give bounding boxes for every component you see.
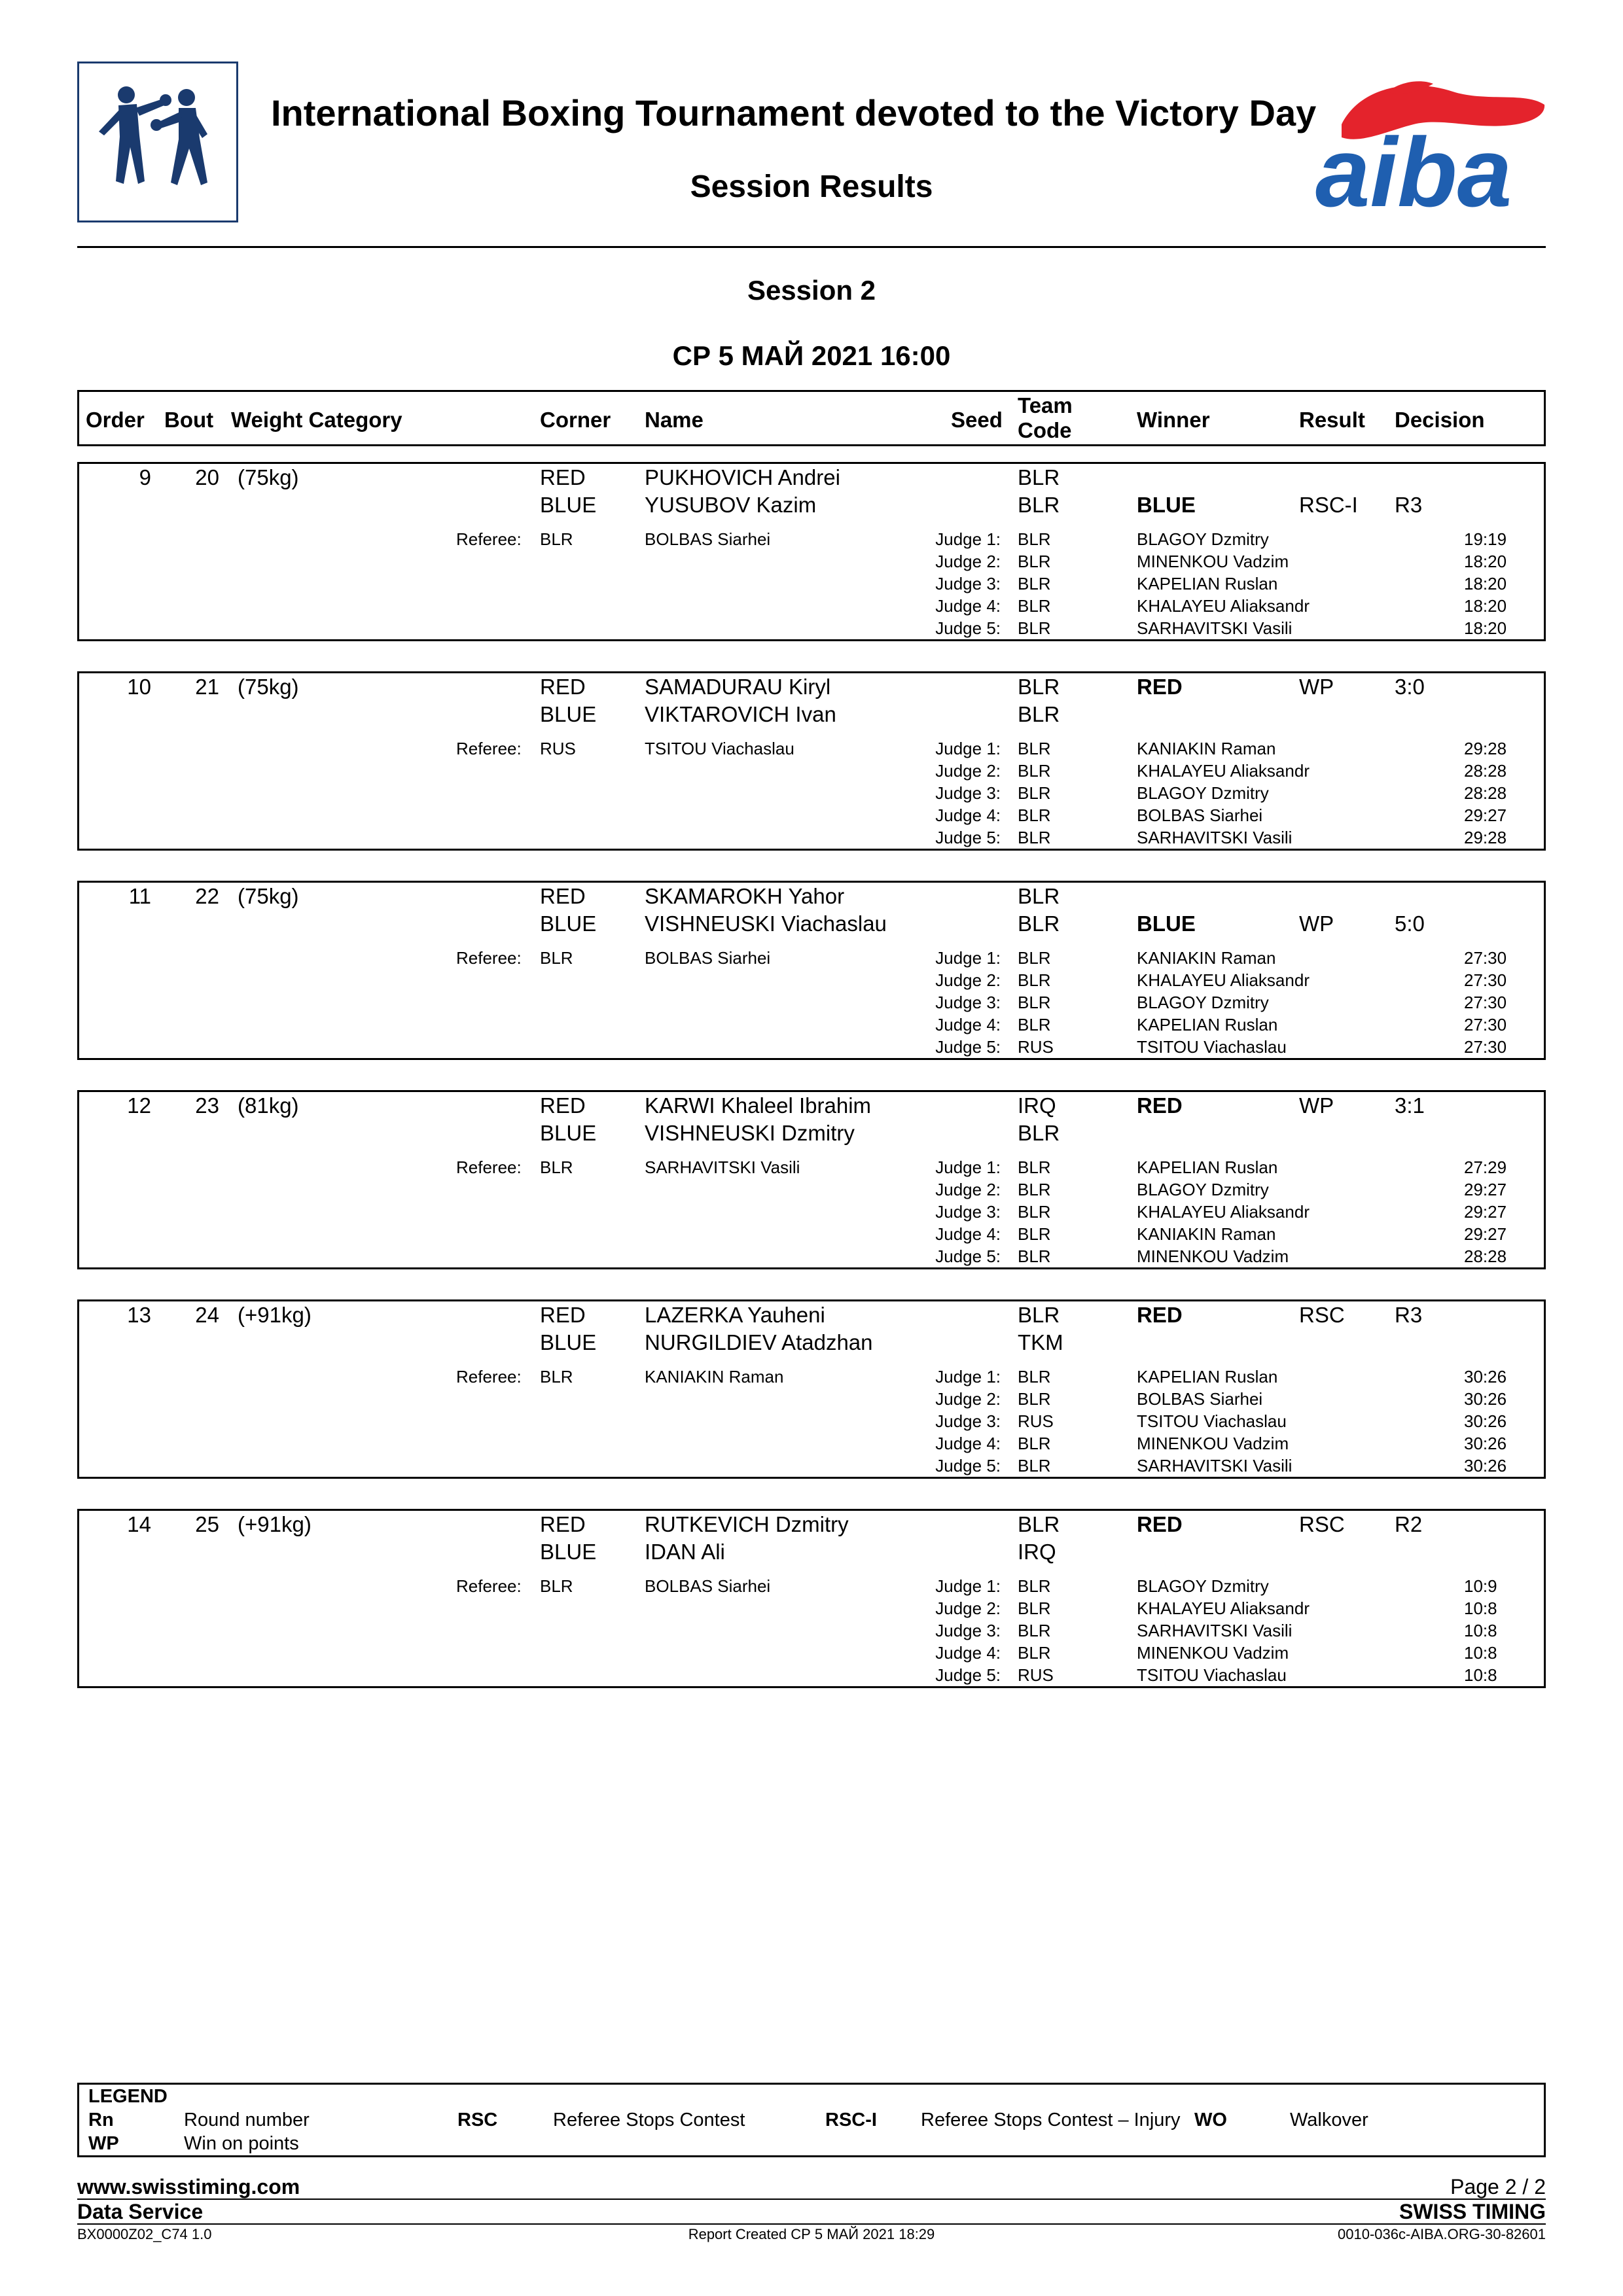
- corner-blue-label: BLUE: [540, 1121, 597, 1145]
- judge-label: Judge 2:: [935, 552, 1001, 571]
- corner-blue-label: BLUE: [540, 493, 597, 517]
- judge-score: 29:28: [1464, 828, 1507, 847]
- aiba-logo: [1302, 65, 1551, 216]
- red-boxer-name: RUTKEVICH Dzmitry: [645, 1512, 849, 1536]
- judge-nationality: BLR: [1018, 1621, 1051, 1640]
- decision-value: 5:0: [1395, 911, 1425, 936]
- bout-weight: (75kg): [238, 884, 299, 908]
- blue-boxer-name: IDAN Ali: [645, 1540, 725, 1564]
- red-team-code: IRQ: [1018, 1093, 1056, 1118]
- blue-boxer-name: YUSUBOV Kazim: [645, 493, 817, 517]
- judge-label: Judge 1:: [935, 948, 1001, 968]
- judge-label: Judge 2:: [935, 1180, 1001, 1199]
- judge-nationality: BLR: [1018, 1456, 1051, 1475]
- blue-team-code: BLR: [1018, 702, 1060, 726]
- corner-blue-label: BLUE: [540, 702, 597, 726]
- bout-block: [77, 1299, 1546, 1479]
- judge-name: TSITOU Viachaslau: [1137, 1037, 1287, 1057]
- legend-rn-desc: Round number: [184, 2110, 310, 2130]
- bout-block: [77, 1509, 1546, 1688]
- legend-box: [77, 2083, 1546, 2157]
- judge-label: Judge 5:: [935, 828, 1001, 847]
- corner-red-label: RED: [540, 465, 586, 489]
- judge-score: 30:26: [1464, 1456, 1507, 1475]
- judge-score: 18:20: [1464, 552, 1507, 571]
- judge-label: Judge 1:: [935, 1157, 1001, 1177]
- blue-team-code: BLR: [1018, 493, 1060, 517]
- red-team-code: BLR: [1018, 884, 1060, 908]
- judge-name: BOLBAS Siarhei: [1137, 805, 1263, 825]
- blue-boxer-name: VIKTAROVICH Ivan: [645, 702, 836, 726]
- judge-score: 10:9: [1464, 1576, 1497, 1596]
- judge-score: 27:30: [1464, 1037, 1507, 1057]
- judge-label: Judge 5:: [935, 1456, 1001, 1475]
- judge-nationality: BLR: [1018, 993, 1051, 1012]
- judge-nationality: BLR: [1018, 948, 1051, 968]
- judge-nationality: BLR: [1018, 529, 1051, 549]
- red-team-code: BLR: [1018, 1303, 1060, 1327]
- referee-name: KANIAKIN Raman: [645, 1367, 784, 1386]
- bout-number: 20: [195, 465, 219, 489]
- footer-website[interactable]: www.swisstiming.com: [77, 2175, 300, 2199]
- judge-score: 30:26: [1464, 1389, 1507, 1409]
- blue-team-code: TKM: [1018, 1330, 1063, 1354]
- result-type: WP: [1299, 675, 1334, 699]
- page-subtitle: Session Results: [690, 169, 933, 204]
- judge-label: Judge 2:: [935, 1389, 1001, 1409]
- judge-name: BLAGOY Dzmitry: [1137, 993, 1269, 1012]
- blue-team-code: IRQ: [1018, 1540, 1056, 1564]
- judge-name: BLAGOY Dzmitry: [1137, 529, 1269, 549]
- result-type: RSC-I: [1299, 493, 1358, 517]
- bout-order: 13: [127, 1303, 151, 1327]
- decision-value: R2: [1395, 1512, 1423, 1536]
- judge-name: BOLBAS Siarhei: [1137, 1389, 1263, 1409]
- judge-score: 18:20: [1464, 596, 1507, 616]
- judge-nationality: BLR: [1018, 1180, 1051, 1199]
- blue-boxer-name: VISHNEUSKI Viachaslau: [645, 911, 887, 936]
- judge-nationality: BLR: [1018, 552, 1051, 571]
- judge-label: Judge 4:: [935, 1224, 1001, 1244]
- red-boxer-name: SKAMAROKH Yahor: [645, 884, 845, 908]
- judge-name: SARHAVITSKI Vasili: [1137, 828, 1293, 847]
- col-decision: Decision: [1395, 408, 1485, 432]
- judge-name: KAPELIAN Ruslan: [1137, 574, 1278, 593]
- judge-nationality: BLR: [1018, 1202, 1051, 1222]
- corner-red-label: RED: [540, 884, 586, 908]
- judge-score: 28:28: [1464, 761, 1507, 781]
- col-corner: Corner: [540, 408, 611, 432]
- judge-nationality: BLR: [1018, 739, 1051, 758]
- footer-page-number: Page 2 / 2: [1450, 2175, 1546, 2199]
- referee-name: BOLBAS Siarhei: [645, 1576, 771, 1596]
- judge-score: 10:8: [1464, 1643, 1497, 1663]
- judge-nationality: BLR: [1018, 1434, 1051, 1453]
- winner-corner: RED: [1137, 1512, 1183, 1536]
- judge-score: 30:26: [1464, 1367, 1507, 1386]
- judge-nationality: BLR: [1018, 783, 1051, 803]
- footer-divider-1: [77, 2199, 1546, 2200]
- bout-weight: (81kg): [238, 1093, 299, 1118]
- judge-label: Judge 3:: [935, 1621, 1001, 1640]
- col-winner: Winner: [1137, 408, 1210, 432]
- judge-name: KHALAYEU Aliaksandr: [1137, 1202, 1310, 1222]
- judge-nationality: BLR: [1018, 828, 1051, 847]
- judge-nationality: BLR: [1018, 1224, 1051, 1244]
- judge-label: Judge 4:: [935, 1434, 1001, 1453]
- referee-label: Referee:: [456, 1576, 522, 1596]
- judge-name: MINENKOU Vadzim: [1137, 1434, 1289, 1453]
- judge-name: KAPELIAN Ruslan: [1137, 1157, 1278, 1177]
- judge-nationality: RUS: [1018, 1411, 1054, 1431]
- judge-label: Judge 2:: [935, 970, 1001, 990]
- judge-score: 27:30: [1464, 970, 1507, 990]
- judge-name: SARHAVITSKI Vasili: [1137, 618, 1293, 638]
- footer-report-created: Report Created СР 5 МАЙ 2021 18:29: [688, 2226, 935, 2242]
- legend-rsci-code: RSC-I: [825, 2110, 877, 2130]
- judge-name: KHALAYEU Aliaksandr: [1137, 596, 1310, 616]
- bout-number: 23: [195, 1093, 219, 1118]
- judge-nationality: BLR: [1018, 761, 1051, 781]
- result-type: WP: [1299, 911, 1334, 936]
- judge-nationality: BLR: [1018, 805, 1051, 825]
- judge-nationality: BLR: [1018, 1157, 1051, 1177]
- column-header-row: [77, 390, 1546, 446]
- bout-order: 11: [128, 884, 151, 908]
- judge-label: Judge 4:: [935, 1643, 1001, 1663]
- red-boxer-name: LAZERKA Yauheni: [645, 1303, 825, 1327]
- judge-label: Judge 1:: [935, 529, 1001, 549]
- judge-label: Judge 3:: [935, 783, 1001, 803]
- corner-blue-label: BLUE: [540, 1330, 597, 1354]
- red-team-code: BLR: [1018, 1512, 1060, 1536]
- judge-name: TSITOU Viachaslau: [1137, 1411, 1287, 1431]
- referee-nationality: BLR: [540, 1367, 573, 1386]
- judge-label: Judge 3:: [935, 1411, 1001, 1431]
- legend-rsci-desc: Referee Stops Contest – Injury: [921, 2110, 1181, 2130]
- corner-red-label: RED: [540, 1512, 586, 1536]
- col-seed: Seed: [951, 408, 1003, 432]
- bout-order: 12: [127, 1093, 151, 1118]
- judge-label: Judge 2:: [935, 761, 1001, 781]
- referee-name: BOLBAS Siarhei: [645, 948, 771, 968]
- result-type: RSC: [1299, 1303, 1345, 1327]
- referee-nationality: BLR: [540, 529, 573, 549]
- bout-block: [77, 881, 1546, 1060]
- judge-name: MINENKOU Vadzim: [1137, 1643, 1289, 1663]
- judge-label: Judge 1:: [935, 1367, 1001, 1386]
- judge-name: BLAGOY Dzmitry: [1137, 783, 1269, 803]
- judge-name: TSITOU Viachaslau: [1137, 1665, 1287, 1685]
- judge-label: Judge 4:: [935, 1015, 1001, 1034]
- judge-nationality: BLR: [1018, 1643, 1051, 1663]
- judge-name: BLAGOY Dzmitry: [1137, 1576, 1269, 1596]
- judge-score: 27:29: [1464, 1157, 1507, 1177]
- footer-divider-2: [77, 2223, 1546, 2225]
- winner-corner: RED: [1137, 1093, 1183, 1118]
- bout-number: 24: [195, 1303, 219, 1327]
- bout-number: 25: [195, 1512, 219, 1536]
- judge-name: KAPELIAN Ruslan: [1137, 1367, 1278, 1386]
- header-divider: [77, 246, 1546, 248]
- judge-label: Judge 5:: [935, 1037, 1001, 1057]
- judge-label: Judge 5:: [935, 1665, 1001, 1685]
- judge-score: 27:30: [1464, 993, 1507, 1012]
- col-result: Result: [1299, 408, 1365, 432]
- bout-order: 9: [139, 465, 151, 489]
- corner-red-label: RED: [540, 1093, 586, 1118]
- session-datetime: СР 5 МАЙ 2021 16:00: [672, 340, 951, 371]
- judge-label: Judge 5:: [935, 618, 1001, 638]
- winner-corner: BLUE: [1137, 493, 1196, 517]
- judge-name: KANIAKIN Raman: [1137, 948, 1276, 968]
- referee-name: TSITOU Viachaslau: [645, 739, 794, 758]
- bout-weight: (75kg): [238, 675, 299, 699]
- blue-team-code: BLR: [1018, 911, 1060, 936]
- winner-corner: RED: [1137, 675, 1183, 699]
- judge-nationality: RUS: [1018, 1665, 1054, 1685]
- footer-doc-code: BX0000Z02_C74 1.0: [77, 2226, 212, 2242]
- judge-nationality: BLR: [1018, 1246, 1051, 1266]
- footer-swiss-timing: SWISS TIMING: [1399, 2200, 1546, 2223]
- judge-label: Judge 1:: [935, 739, 1001, 758]
- judge-label: Judge 2:: [935, 1598, 1001, 1618]
- decision-value: R3: [1395, 1303, 1423, 1327]
- judge-name: KANIAKIN Raman: [1137, 739, 1276, 758]
- footer-data-service: Data Service: [77, 2200, 204, 2223]
- referee-label: Referee:: [456, 948, 522, 968]
- judge-nationality: BLR: [1018, 1367, 1051, 1386]
- red-boxer-name: SAMADURAU Kiryl: [645, 675, 831, 699]
- legend-wp-code: WP: [88, 2133, 119, 2154]
- decision-value: 3:1: [1395, 1093, 1425, 1118]
- judge-score: 19:19: [1464, 529, 1507, 549]
- red-team-code: BLR: [1018, 675, 1060, 699]
- referee-name: SARHAVITSKI Vasili: [645, 1157, 800, 1177]
- blue-boxer-name: VISHNEUSKI Dzmitry: [645, 1121, 855, 1145]
- judge-score: 29:27: [1464, 1180, 1507, 1199]
- winner-corner: BLUE: [1137, 911, 1196, 936]
- judge-score: 29:27: [1464, 1224, 1507, 1244]
- judge-name: SARHAVITSKI Vasili: [1137, 1621, 1293, 1640]
- corner-blue-label: BLUE: [540, 1540, 597, 1564]
- decision-value: R3: [1395, 493, 1423, 517]
- red-boxer-name: PUKHOVICH Andrei: [645, 465, 840, 489]
- col-order: Order: [86, 408, 145, 432]
- referee-label: Referee:: [456, 1157, 522, 1177]
- judge-name: SARHAVITSKI Vasili: [1137, 1456, 1293, 1475]
- referee-name: BOLBAS Siarhei: [645, 529, 771, 549]
- result-type: RSC: [1299, 1512, 1345, 1536]
- judge-nationality: BLR: [1018, 1389, 1051, 1409]
- judge-score: 29:27: [1464, 805, 1507, 825]
- judge-score: 10:8: [1464, 1598, 1497, 1618]
- bout-block: [77, 462, 1546, 641]
- bout-number: 22: [195, 884, 219, 908]
- session-title: Session 2: [747, 275, 876, 306]
- legend-wo-desc: Walkover: [1290, 2110, 1368, 2130]
- judge-score: 30:26: [1464, 1434, 1507, 1453]
- blue-boxer-name: NURGILDIEV Atadzhan: [645, 1330, 873, 1354]
- col-weight: Weight Category: [231, 408, 402, 432]
- referee-label: Referee:: [456, 529, 522, 549]
- judge-nationality: BLR: [1018, 618, 1051, 638]
- judge-label: Judge 4:: [935, 805, 1001, 825]
- legend-rsc-desc: Referee Stops Contest: [553, 2110, 745, 2130]
- judge-score: 18:20: [1464, 574, 1507, 593]
- bout-weight: (75kg): [238, 465, 299, 489]
- judge-score: 10:8: [1464, 1621, 1497, 1640]
- bout-weight: (+91kg): [238, 1512, 312, 1536]
- judge-label: Judge 4:: [935, 596, 1001, 616]
- result-type: WP: [1299, 1093, 1334, 1118]
- bout-order: 10: [127, 675, 151, 699]
- footer-ref-code: 0010-036c-AIBA.ORG-30-82601: [1338, 2226, 1546, 2242]
- judge-nationality: BLR: [1018, 596, 1051, 616]
- tournament-title: International Boxing Tournament devoted to the Victory Day: [271, 92, 1317, 133]
- col-team-line1: Team: [1018, 393, 1073, 417]
- legend-rsc-code: RSC: [457, 2110, 498, 2130]
- corner-red-label: RED: [540, 675, 586, 699]
- judge-label: Judge 3:: [935, 574, 1001, 593]
- judge-name: KANIAKIN Raman: [1137, 1224, 1276, 1244]
- judge-score: 28:28: [1464, 783, 1507, 803]
- judge-label: Judge 5:: [935, 1246, 1001, 1266]
- judge-nationality: BLR: [1018, 970, 1051, 990]
- judge-score: 27:30: [1464, 1015, 1507, 1034]
- referee-nationality: BLR: [540, 1157, 573, 1177]
- judge-name: KHALAYEU Aliaksandr: [1137, 970, 1310, 990]
- judge-nationality: BLR: [1018, 1015, 1051, 1034]
- bout-block: [77, 1090, 1546, 1269]
- judge-nationality: RUS: [1018, 1037, 1054, 1057]
- corner-blue-label: BLUE: [540, 911, 597, 936]
- judge-label: Judge 3:: [935, 993, 1001, 1012]
- decision-value: 3:0: [1395, 675, 1425, 699]
- judge-score: 28:28: [1464, 1246, 1507, 1266]
- col-name: Name: [645, 408, 704, 432]
- judge-score: 29:27: [1464, 1202, 1507, 1222]
- judge-name: BLAGOY Dzmitry: [1137, 1180, 1269, 1199]
- bout-number: 21: [195, 675, 219, 699]
- referee-label: Referee:: [456, 1367, 522, 1386]
- judge-score: 18:20: [1464, 618, 1507, 638]
- bout-block: [77, 671, 1546, 851]
- winner-corner: RED: [1137, 1303, 1183, 1327]
- red-boxer-name: KARWI Khaleel Ibrahim: [645, 1093, 872, 1118]
- judge-name: MINENKOU Vadzim: [1137, 552, 1289, 571]
- referee-nationality: BLR: [540, 948, 573, 968]
- col-team-line2: Code: [1018, 418, 1072, 442]
- referee-nationality: BLR: [540, 1576, 573, 1596]
- judge-nationality: BLR: [1018, 1576, 1051, 1596]
- referee-label: Referee:: [456, 739, 522, 758]
- judge-score: 30:26: [1464, 1411, 1507, 1431]
- judge-label: Judge 3:: [935, 1202, 1001, 1222]
- judge-label: Judge 1:: [935, 1576, 1001, 1596]
- judge-name: KAPELIAN Ruslan: [1137, 1015, 1278, 1034]
- blue-team-code: BLR: [1018, 1121, 1060, 1145]
- judge-score: 29:28: [1464, 739, 1507, 758]
- judge-nationality: BLR: [1018, 574, 1051, 593]
- judge-nationality: BLR: [1018, 1598, 1051, 1618]
- svg-text:aiba: aiba: [1315, 117, 1512, 216]
- legend-rn-code: Rn: [88, 2110, 114, 2130]
- legend-wp-desc: Win on points: [184, 2133, 299, 2154]
- legend-wo-code: WO: [1194, 2110, 1227, 2130]
- corner-red-label: RED: [540, 1303, 586, 1327]
- judge-score: 27:30: [1464, 948, 1507, 968]
- judge-name: KHALAYEU Aliaksandr: [1137, 761, 1310, 781]
- aiba-logo-icon: [1302, 65, 1551, 216]
- judge-score: 10:8: [1464, 1665, 1497, 1685]
- col-bout: Bout: [164, 408, 214, 432]
- legend-title: LEGEND: [88, 2086, 168, 2107]
- judge-name: KHALAYEU Aliaksandr: [1137, 1598, 1310, 1618]
- bout-weight: (+91kg): [238, 1303, 312, 1327]
- bout-order: 14: [127, 1512, 151, 1536]
- red-team-code: BLR: [1018, 465, 1060, 489]
- referee-nationality: RUS: [540, 739, 576, 758]
- judge-name: MINENKOU Vadzim: [1137, 1246, 1289, 1266]
